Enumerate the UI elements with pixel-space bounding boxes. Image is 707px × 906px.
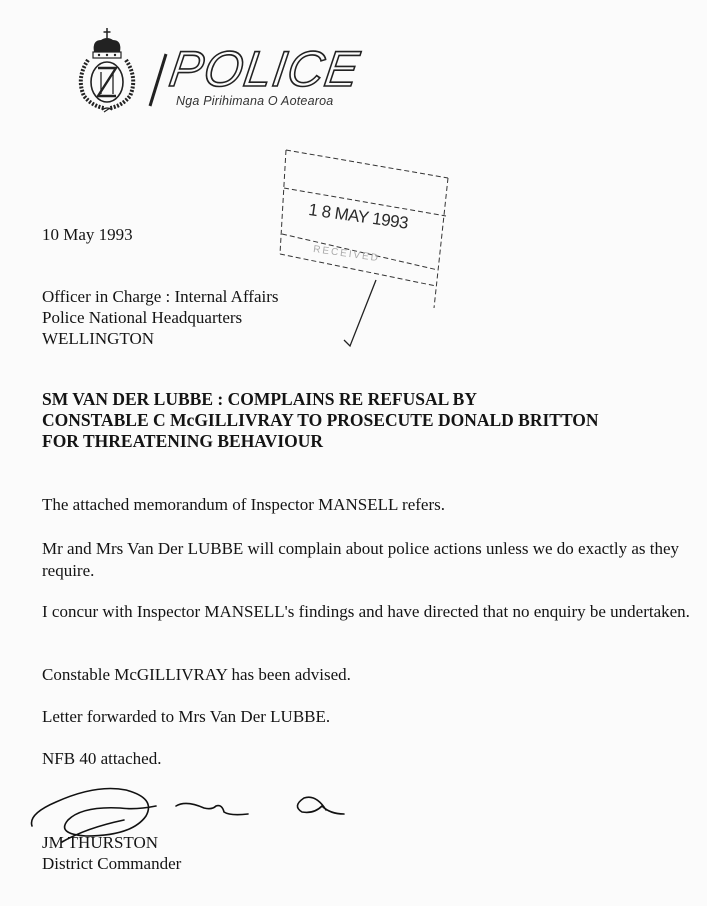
recipient-line-2: Police National Headquarters (42, 308, 243, 327)
police-crest-icon (74, 26, 140, 114)
body-paragraph-5: Letter forwarded to Mrs Van Der LUBBE. (42, 707, 331, 726)
received-date-stamp (272, 138, 452, 358)
body-paragraph-1: The attached memorandum of Inspector MANSELL refers. (42, 495, 445, 514)
subject-line-3: FOR THREATENING BEHAVIOUR (42, 431, 324, 451)
subject-heading (42, 389, 599, 452)
recipient-line-1: Officer in Charge : Internal Affairs (42, 287, 279, 306)
signatory-title: District Commander (42, 854, 182, 873)
letterhead-subtitle: Nga Pirihimana O Aotearoa (176, 94, 334, 108)
body-paragraph-3: I concur with Inspector MANSELL's findings and have directed that no enquiry be undertaken. (42, 602, 690, 621)
stamp-date: 1 8 MAY 1993 (307, 200, 410, 233)
recipient-line-3: WELLINGTON (42, 329, 155, 348)
body-paragraph-6: NFB 40 attached. (42, 749, 162, 768)
letter-date: 10 May 1993 (42, 225, 133, 244)
body-paragraph-4: Constable McGILLIVRAY has been advised. (42, 665, 351, 684)
body-paragraph-2: Mr and Mrs Van Der LUBBE will complain about police actions unless we do exactly as they require. (42, 539, 680, 580)
stamp-received-label: RECEIVED (312, 244, 381, 265)
letterhead-police-wordmark: POLICE (166, 41, 364, 97)
subject-line-2: CONSTABLE C McGILLIVRAY TO PROSECUTE DONALD BRITTON (42, 410, 599, 430)
letterhead-slash-divider (146, 52, 170, 108)
handwritten-signature (26, 776, 366, 846)
recipient-address (42, 286, 279, 349)
subject-line-1: SM VAN DER LUBBE : COMPLAINS RE REFUSAL BY (42, 389, 477, 409)
signatory-name: JM THURSTON (42, 833, 159, 852)
